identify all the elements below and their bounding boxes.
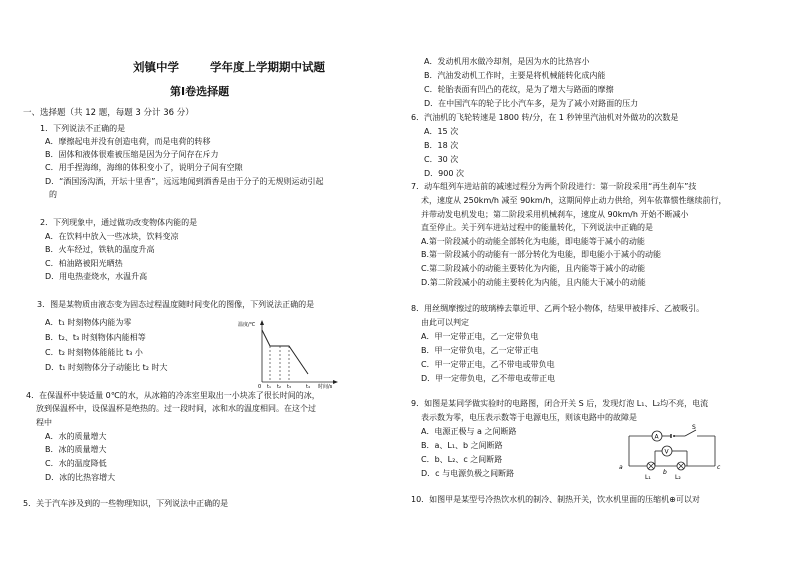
question-stem: 6．汽油机的飞轮转速是 1800 转/分，在 1 秒钟里汽油机对外做功的次数是 [411, 113, 679, 122]
option-d-continued: 的 [49, 190, 57, 199]
option-a: A．电源正极与 a 之间断路 [421, 427, 517, 436]
option-b: B．18 次 [424, 141, 459, 150]
node-b-label: b [663, 469, 667, 476]
option-d: D．甲一定带负电，乙不带电或带正电 [421, 374, 556, 383]
option-b: B．固体和液体很难被压缩是因为分子间存在斥力 [45, 150, 219, 159]
tick-t1: t₁ [267, 384, 271, 390]
question-5-stem: 5．关于汽车涉及到的一些物理知识，下列说法中正确的是 [23, 499, 229, 508]
option-c: C．轮胎表面有凹凸的花纹，是为了增大与路面的摩擦 [424, 85, 614, 94]
option-d: D．用电热壶烧水，水温升高 [45, 272, 148, 281]
question-stem: 8．用丝绸摩擦过的玻璃棒去靠近甲、乙两个轻小物体，结果甲被排斥、乙被吸引。 [411, 304, 705, 313]
option-b: B.第一阶段减小的动能有一部分转化为电能，即电能小于减小的动能 [421, 250, 662, 259]
option-c: C.第二阶段减小的动能主要转化为内能，且内能等于减小的动能 [421, 264, 646, 273]
lamp-l1-label: L₁ [645, 474, 651, 481]
switch-label: S [692, 424, 696, 431]
option-d: D．c 与电源负极之间断路 [421, 469, 515, 478]
option-b: B．甲一定带负电，乙一定带正电 [421, 346, 539, 355]
question-stem: 3．图是某物质由液态变为固态过程温度随时间变化的图像，下列说法正确的是 [37, 300, 315, 309]
question-stem-line2: 表示数为零，电压表示数等于电源电压，则该电路中的故障是 [421, 413, 637, 422]
tick-t2: t₂ [277, 384, 281, 390]
option-a: A．15 次 [424, 127, 459, 136]
option-b: B．汽油发动机工作时，主要是将机械能转化成内能 [424, 71, 606, 80]
question-stem-line2: 由此可以判定 [421, 318, 469, 327]
option-a: A.第一阶段减小的动能全部转化为电能，即电能等于减小的动能 [421, 237, 645, 246]
circuit-diagram [617, 424, 727, 484]
y-axis-arrow [260, 320, 264, 325]
temperature-time-graph [240, 318, 340, 388]
option-a: A．摩擦起电并没有创造电荷，而是电荷的转移 [45, 137, 211, 146]
section-heading: 一、选择题（共 12 题，每题 3 分计 36 分） [23, 108, 194, 118]
volume-title: 第Ⅰ卷选择题 [170, 85, 230, 98]
option-d: D．900 次 [424, 169, 464, 178]
option-a: A．水的质量增大 [45, 432, 107, 441]
node-c-label: c [717, 464, 721, 471]
option-c: C．t₂ 时刻物体能能比 t₃ 小 [45, 348, 143, 357]
option-a: A．t₁ 时刻物体内能为零 [45, 318, 132, 327]
voltmeter-label: V [664, 448, 669, 456]
option-c: C．甲一定带正电，乙不带电或带负电 [421, 360, 555, 369]
option-b: B．冰的质量增大 [45, 445, 107, 454]
question-stem-line3: 程中 [36, 418, 52, 427]
option-d: D.第二阶段减小的动能主要转化为内能，且内能大于减小的动能 [421, 278, 646, 287]
option-c: C．水的温度降低 [45, 459, 107, 468]
question-stem: 4．在保温杯中装适量 0℃的水，从冰箱的冷冻室里取出一小块冻了很长时间的冰， [26, 391, 320, 400]
option-a: A．甲一定带正电，乙一定带负电 [421, 332, 539, 341]
tick-t4: t₄ [306, 384, 310, 390]
y-axis-label: 温度/℃ [238, 322, 256, 328]
option-d: D．t₁ 时刻物体分子动能比 t₂ 时大 [45, 363, 168, 372]
option-b: B．a、L₁、b 之间断路 [421, 441, 503, 450]
question-10-stem: 10．如图甲是某型号冷热饮水机的制冷、制热开关，饮水机里面的压缩机⊕可以对 [411, 495, 700, 504]
option-c: C．30 次 [424, 155, 459, 164]
question-stem: 9．如图是某同学做实验时的电路图，闭合开关 S 后，发现灯泡 L₁、L₂均不亮，电流 [411, 399, 709, 408]
x-axis-arrow [333, 380, 338, 384]
node-a-label: a [619, 464, 623, 471]
cooling-curve [262, 330, 308, 374]
question-stem: 7．动车组列车进站前的减速过程分为两个阶段进行：第一阶段采用“再生刹车”技 [411, 182, 697, 191]
question-stem-line4: 直至停止。关于列车进站过程中的能量转化，下列说法中正确的是 [421, 223, 653, 232]
option-d: D．“酒国汤沟酒，开坛十里香”，远远地闻到酒香是由于分子的无规则运动引起 [45, 177, 324, 186]
option-c: C．用手捏海绵，海绵的体积变小了，说明分子间有空隙 [45, 163, 243, 172]
question-stem: 2．下列现象中，通过做功改变物体内能的是 [40, 218, 198, 227]
origin-label: 0 [258, 384, 262, 390]
question-stem-line2: 放到保温杯中，设保温杯是绝热的。过一段时间，冰和水的温度相同。在这个过 [36, 404, 316, 413]
question-stem-line3: 并带动发电机发电；第二阶段采用机械刹车，速度从 90km/h 开始不断减小 [421, 210, 689, 219]
option-d: D．在中国汽车的轮子比小汽车多，是为了减小对路面的压力 [424, 99, 639, 108]
question-stem: 1．下列说法不正确的是 [40, 124, 126, 133]
x-axis-label: 时间/s [318, 384, 333, 390]
option-b: B．t₂、t₃ 时刻物体内能相等 [45, 333, 146, 342]
option-a: A．在饮料中放入一些冰块，饮料变凉 [45, 232, 179, 241]
option-d: D．冰的比热容增大 [45, 473, 116, 482]
option-c: C．柏油路被阳光晒热 [45, 259, 123, 268]
school-name: 刘镇中学 [133, 60, 179, 74]
option-b: B．火车经过，铁轨的温度升高 [45, 245, 155, 254]
ammeter-label: A [654, 433, 659, 441]
question-stem-line2: 术，速度从 250km/h 减至 90km/h，这期间停止动力供给，列车依靠惯性继续前行， [421, 196, 727, 205]
exam-title: 学年度上学期期中试题 [210, 60, 325, 74]
option-a: A．发动机用水做冷却剂，是因为水的比热容小 [424, 57, 590, 66]
lamp-l2-label: L₂ [675, 474, 681, 481]
option-c: C．b、L₂、c 之间断路 [421, 455, 503, 464]
tick-t3: t₃ [287, 384, 291, 390]
